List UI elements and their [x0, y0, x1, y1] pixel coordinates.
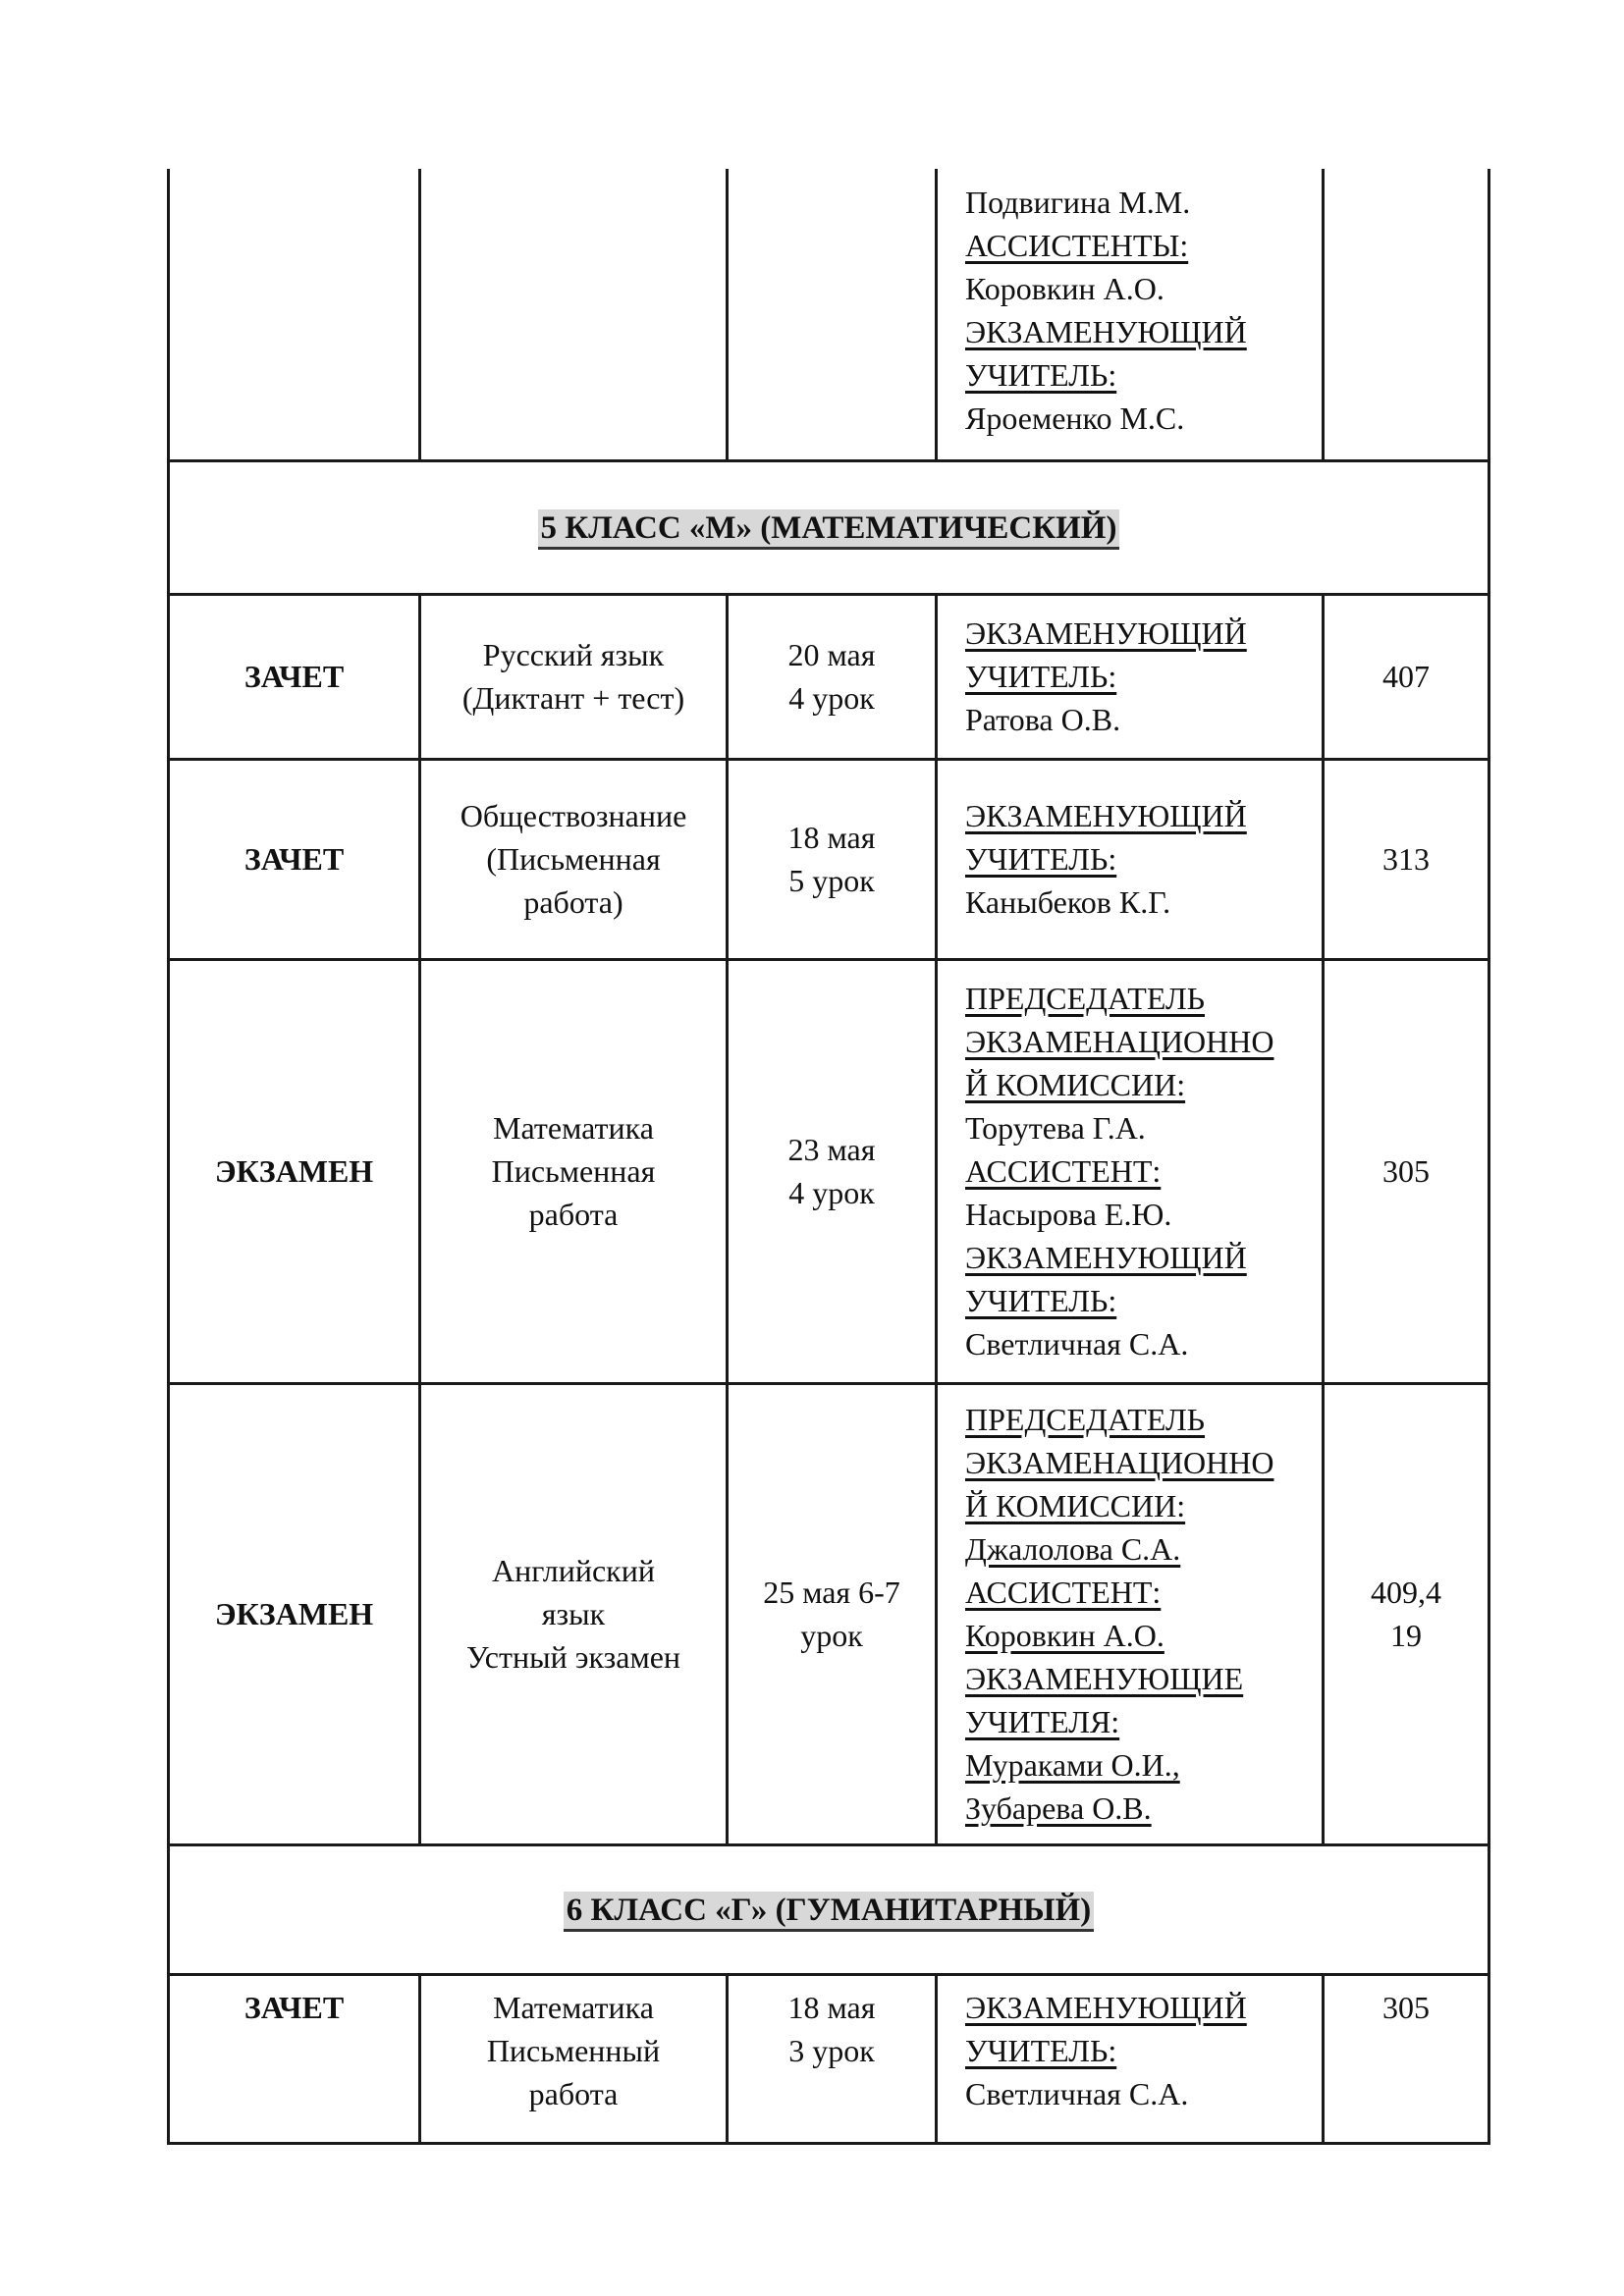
staff-role: ЭКЗАМЕНУЮЩИЙ: [965, 798, 1247, 833]
room-number: 19: [1390, 1618, 1422, 1653]
staff-role: УЧИТЕЛЬ:: [965, 1283, 1117, 1318]
date-line: 25 мая 6-7: [763, 1575, 900, 1610]
subject-cell: [420, 1383, 728, 1844]
staff-cell: [937, 1974, 1324, 2143]
section-title: 6 КЛАСС «Г» (ГУМАНИТАРНЫЙ): [564, 1892, 1094, 1932]
subject-line: работа: [528, 1197, 619, 1232]
room-number: 409,4: [1371, 1575, 1441, 1610]
staff-role: ПРЕДСЕДАТЕЛЬ: [965, 1402, 1206, 1437]
subject-line: Устный экзамен: [465, 1639, 681, 1675]
room-number: 305: [1382, 1989, 1430, 2025]
subject-line: Обществознание: [460, 798, 687, 833]
room-number: 407: [1382, 659, 1430, 694]
subject-line: (Письменная: [486, 841, 661, 877]
assessment-type: ЗАЧЕТ: [169, 759, 420, 959]
date-line: 18 мая: [787, 1989, 876, 2025]
staff-cell: [937, 1383, 1324, 1844]
table-row: [169, 1974, 1489, 2143]
staff-role: ЭКЗАМЕНУЮЩИЙ: [965, 1989, 1247, 2025]
staff-role: УЧИТЕЛЬ:: [965, 841, 1117, 877]
staff-line: Торутева Г.А.: [965, 1110, 1146, 1146]
room-cell: [1324, 959, 1489, 1383]
staff-cell: [937, 959, 1324, 1383]
assessment-type: ЭКЗАМЕН: [169, 1383, 420, 1844]
staff-cell: [937, 169, 1324, 460]
date-line: 5 урок: [788, 863, 875, 898]
room-cell: [1324, 1383, 1489, 1844]
staff-line: Джалолова С.А.: [965, 1531, 1181, 1567]
staff-line: Яроеменко М.С.: [965, 400, 1185, 436]
staff-role: ЭКЗАМЕНУЮЩИЙ: [965, 615, 1247, 651]
date-cell: [728, 594, 937, 759]
staff-role: АССИСТЕНТ:: [965, 1575, 1162, 1610]
exam-schedule-table: [167, 169, 1490, 2145]
empty-cell: [420, 169, 728, 460]
empty-cell: [1324, 169, 1489, 460]
staff-line: Светличная С.А.: [965, 1326, 1189, 1362]
subject-cell: [420, 1974, 728, 2143]
section-header-cell: [169, 1844, 1489, 1974]
staff-cell: [937, 759, 1324, 959]
staff-role: УЧИТЕЛЬ:: [965, 659, 1117, 694]
staff-role: УЧИТЕЛЯ:: [965, 1704, 1120, 1739]
date-cell: [728, 1974, 937, 2143]
staff-line: Подвигина М.М.: [965, 185, 1191, 220]
staff-line: Ратова О.В.: [965, 702, 1121, 737]
section-header-cell: [169, 460, 1489, 594]
staff-line: Коровкин А.О.: [965, 271, 1164, 306]
staff-role: Й КОМИССИИ:: [965, 1067, 1186, 1102]
subject-line: Русский язык: [482, 637, 665, 672]
staff-role: УЧИТЕЛЬ:: [965, 2032, 1117, 2068]
date-line: 20 мая: [787, 637, 876, 672]
subject-line: Математика: [493, 1110, 654, 1146]
assessment-type: ЗАЧЕТ: [169, 1974, 420, 2143]
staff-role: ЭКЗАМЕНУЮЩИЙ: [965, 314, 1247, 349]
staff-line: Коровкин А.О.: [965, 1618, 1164, 1653]
date-cell: [728, 1383, 937, 1844]
room-number: 313: [1382, 841, 1430, 877]
staff-cell: [937, 594, 1324, 759]
subject-line: (Диктант + тест): [461, 680, 685, 716]
table-row: [169, 759, 1489, 959]
date-cell: [728, 759, 937, 959]
staff-role: ПРЕДСЕДАТЕЛЬ: [965, 981, 1206, 1016]
staff-role: ЭКЗАМЕНУЮЩИЕ: [965, 1661, 1244, 1696]
subject-cell: [420, 759, 728, 959]
section-header-row: [169, 1844, 1489, 1974]
subject-cell: [420, 959, 728, 1383]
staff-line: Светличная С.А.: [965, 2075, 1189, 2111]
date-line: урок: [800, 1618, 863, 1653]
staff-role: ЭКЗАМЕНАЦИОННО: [965, 1024, 1274, 1059]
section-title: 5 КЛАСС «М» (МАТЕМАТИЧЕСКИЙ): [538, 509, 1120, 550]
subject-line: Математика: [493, 1989, 654, 2025]
assessment-type: ЗАЧЕТ: [169, 594, 420, 759]
date-line: 4 урок: [788, 680, 875, 716]
table-row: [169, 1383, 1489, 1844]
subject-line: работа): [523, 884, 623, 920]
room-cell: [1324, 594, 1489, 759]
subject-line: работа: [528, 2075, 619, 2111]
section-header-row: [169, 460, 1489, 594]
date-line: 3 урок: [788, 2032, 875, 2068]
staff-role: АССИСТЕНТЫ:: [965, 228, 1189, 263]
date-line: 18 мая: [787, 820, 876, 855]
empty-cell: [728, 169, 937, 460]
table-row: [169, 959, 1489, 1383]
staff-role: УЧИТЕЛЬ:: [965, 357, 1117, 393]
staff-line: Насырова Е.Ю.: [965, 1197, 1172, 1232]
staff-role: Й КОМИССИИ:: [965, 1488, 1186, 1523]
room-cell: [1324, 1974, 1489, 2143]
table-row: [169, 594, 1489, 759]
staff-role: АССИСТЕНТ:: [965, 1153, 1162, 1189]
staff-line: Мураками О.И.,: [965, 1747, 1180, 1783]
subject-cell: [420, 594, 728, 759]
staff-line: Зубарева О.В.: [965, 1790, 1152, 1826]
subject-line: Английский: [492, 1553, 655, 1588]
subject-line: Письменный: [486, 2032, 661, 2068]
date-line: 23 мая: [787, 1132, 876, 1167]
subject-line: язык: [541, 1596, 606, 1631]
staff-role: ЭКЗАМЕНУЮЩИЙ: [965, 1240, 1247, 1275]
staff-role: ЭКЗАМЕНАЦИОННО: [965, 1445, 1274, 1480]
room-number: 305: [1382, 1153, 1430, 1189]
staff-line: Каныбеков К.Г.: [965, 884, 1171, 920]
empty-cell: [169, 169, 420, 460]
date-cell: [728, 959, 937, 1383]
assessment-type: ЭКЗАМЕН: [169, 959, 420, 1383]
subject-line: Письменная: [491, 1153, 656, 1189]
date-line: 4 урок: [788, 1175, 875, 1210]
continued-row: [169, 169, 1489, 460]
room-cell: [1324, 759, 1489, 959]
